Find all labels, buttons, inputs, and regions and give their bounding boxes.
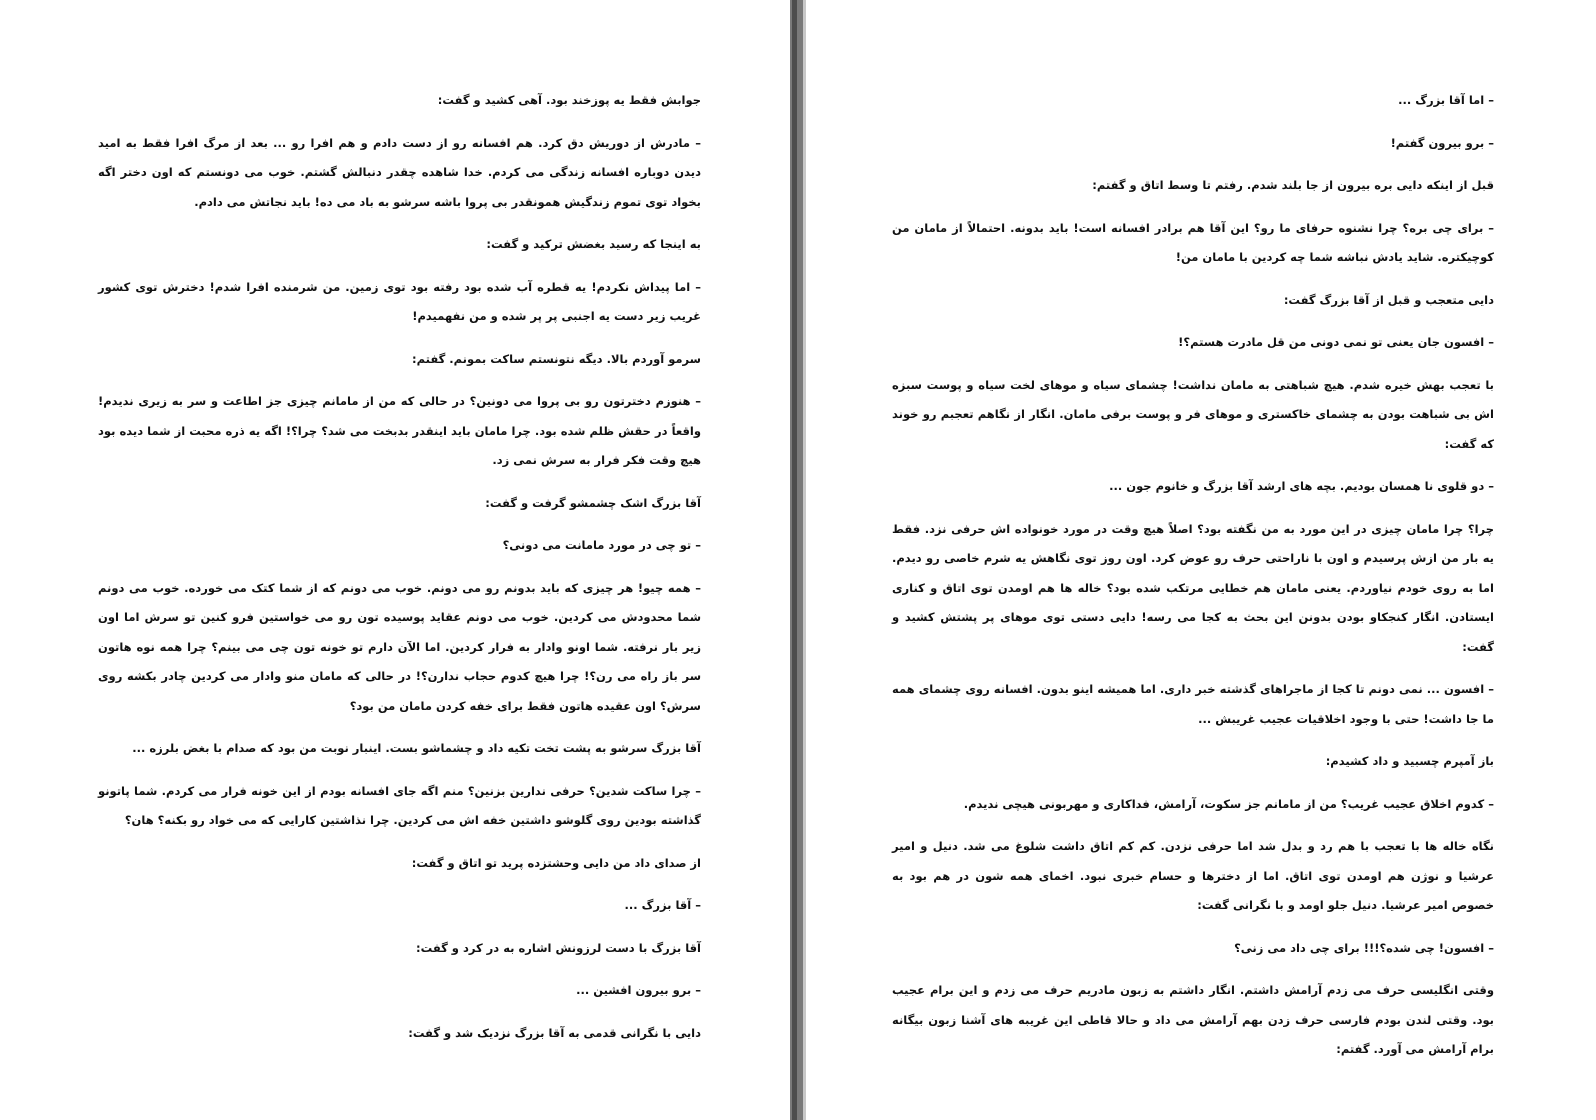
paragraph: به اینجا که رسید بغضش ترکید و گفت: [486,237,701,251]
paragraph: آقا بزرگ با دست لرزونش اشاره به در کرد و گفت: [416,940,701,955]
paragraph: – آقا بزرگ ... [624,898,701,912]
paragraph: چرا؟ چرا مامان چیزی در این مورد به من نگفته بود؟ اصلاً هیچ وقت در مورد خونواده اش حرفی نزد. فقط یه بار من ازش پرسیدم و اون با ناراحتی حرف رو عوض کرد. اون روز توی نگاهش یه شرم خاصی رو دیدم. اما به روی خودم نیاوردم. یعنی مامان هم خطایی مرتکب شده بود؟ خاله ها هم اومدن توی اتاق و کناری ایستادن. انگار کنجکاو بودن بدونن این بحث به کجا می رسه! دایی دستی توی موهای پر پشتش کشید و گفت: [892,521,1494,654]
paragraph: آقا بزرگ اشک چشمشو گرفت و گفت: [485,495,701,510]
paragraph: دایی با نگرانی قدمی به آقا بزرگ نزدیک شد و گفت: [408,1025,701,1040]
paragraph: از صدای داد من دایی وحشتزده پرید تو اتاق و گفت: [411,855,701,870]
paragraph: – افسون جان یعنی تو نمی دونی من قل مادرت هستم؟! [1178,335,1494,349]
left-page-text [98,86,701,1061]
paragraph: – برای چی بره؟ چرا نشنوه حرفای ما رو؟ این آقا هم برادر افسانه است! باید بدونه. احتمالاً از مامان من کوچیکتره. شاید یادش نباشه شما چه کردین با مامان من! [892,220,1494,264]
paragraph: سرمو آوردم بالا. دیگه نتونستم ساکت بمونم. گفتم: [412,351,701,366]
right-page [806,0,1596,1120]
paragraph: وقتی انگلیسی حرف می زدم آرامش داشتم. انگار داشتم به زبون مادریم حرف می زدم و این برام عجیب بود. وقتی لندن بودم فارسی حرف زدن بهم آرامش می داد و حالا قاطی این غریبه های آشنا زبون بیگانه برام آرامش می آورد. گفتم: [892,983,1494,1056]
paragraph: نگاه خاله ها با تعجب با هم رد و بدل شد اما حرفی نزدن. کم کم اتاق داشت شلوغ می شد. دنیل و امیر عرشیا و نوژن هم اومدن توی اتاق. اما از دخترها و حسام خبری نبود. اخمای همه شون در هم بود به خصوص امیر عرشیا. دنیل جلو اومد و با نگرانی گفت: [892,839,1494,912]
paragraph: – تو چی در مورد مامانت می دونی؟ [502,538,701,552]
paragraph: – برو بیرون گفتم! [1390,135,1494,150]
paragraph: – هنوزم دخترتون رو بی پروا می دونین؟ در حالی که من از مامانم چیزی جز اطاعت و سر به زیری ندیدم! واقعاً در حقش ظلم شده بود. چرا مامان باید اینقدر بدبخت می شد؟ چرا؟! اگه یه ذره محبت از شما دیده بود هیچ وقت فکر فرار به سرش نمی زد. [98,394,701,467]
page-gutter [790,0,806,1120]
paragraph: باز آمپرم چسبید و داد کشیدم: [1325,754,1494,768]
paragraph: آقا بزرگ سرشو به پشت تخت تکیه داد و چشماشو بست. اینبار نوبت من بود که صدام با بغض بلرزه ... [132,741,701,755]
paragraph: – اما آقا بزرگ ... [1398,93,1494,107]
paragraph: جوابش فقط یه پوزخند بود. آهی کشید و گفت: [437,93,701,107]
paragraph: دایی متعجب و قبل از آقا بزرگ گفت: [1283,292,1494,307]
paragraph: با تعجب بهش خیره شدم. هیچ شباهتی به مامان نداشت! چشمای سیاه و موهای لخت سیاه و پوست سبزه اش بی شباهت بودن به چشمای خاکستری و موهای فر و پوست برفی مامان. انگار از نگاهم تعجبم رو خوند که گفت: [892,377,1494,451]
paragraph: – دو قلوی نا همسان بودیم. بچه های ارشد آقا بزرگ و خانوم جون ... [1109,479,1494,493]
right-page-text [892,86,1494,1078]
paragraph: – اما پیداش نکردم! یه قطره آب شده بود رفته بود توی زمین. من شرمنده افرا شدم! دخترش توی کشور غریب زیر دست یه اجنبی پر پر شده و من نفهمیدم! [98,279,701,323]
paragraph: – چرا ساکت شدین؟ حرفی ندارین بزنین؟ منم اگه جای افسانه بودم از این خونه فرار می کردم. شما پاتونو گذاشته بودین روی گلوشو داشتین خفه اش می کردین. چرا نذاشتین کارایی که می خواد رو بکنه؟ هان؟ [98,783,701,827]
paragraph: – همه چیو! هر چیزی که باید بدونم رو می دونم. خوب می دونم که از شما کتک می خورده. خوب می دونم شما محدودش می کردین. خوب می دونم عقاید پوسیده تون رو می خواستین فرو کنین تو سرش اما اون زیر بار نرفته. شما اونو وادار به فرار کردین. اما الآن دارم تو خونه تون چی می بینم؟ چرا همه نوه هاتون سر باز راه می رن؟! چرا هیچ کدوم حجاب ندارن؟! در حالی که مامان منو وادار می کردین چادر بکشه روی سرش؟ اون عقیده هاتون فقط برای خفه کردن مامان من بود؟ [98,580,701,713]
paragraph: – مادرش از دوریش دق کرد. هم افسانه رو از دست دادم و هم افرا رو ... بعد از مرگ افرا فقط به امید دیدن دوباره افسانه زندگی می کردم. خدا شاهده چقدر دنبالش گشتم. خوب می دونستم که اون دختر اگه بخواد توی تموم زندگیش همونقدر بی پروا باشه سرشو به باد می ده! باید نجاتش می دادم. [98,135,701,209]
paragraph: قبل از اینکه دایی بره بیرون از جا بلند شدم. رفتم تا وسط اتاق و گفتم: [1092,178,1494,192]
left-page [0,0,790,1120]
paragraph: – کدوم اخلاق عجیب غریب؟ من از مامانم جز سکوت، آرامش، فداکاری و مهربونی هیچی ندیدم. [963,796,1494,811]
paragraph: – افسون! چی شده؟!!! برای چی داد می زنی؟ [1234,940,1494,955]
paragraph: – افسون ... نمی دونم تا کجا از ماجراهای گذشته خبر داری. اما همیشه اینو بدون. افسانه روی چشمای همه ما جا داشت! حتی با وجود اخلاقیات عجیب غریبش ... [892,682,1494,726]
paragraph: – برو بیرون افشین ... [576,983,701,997]
